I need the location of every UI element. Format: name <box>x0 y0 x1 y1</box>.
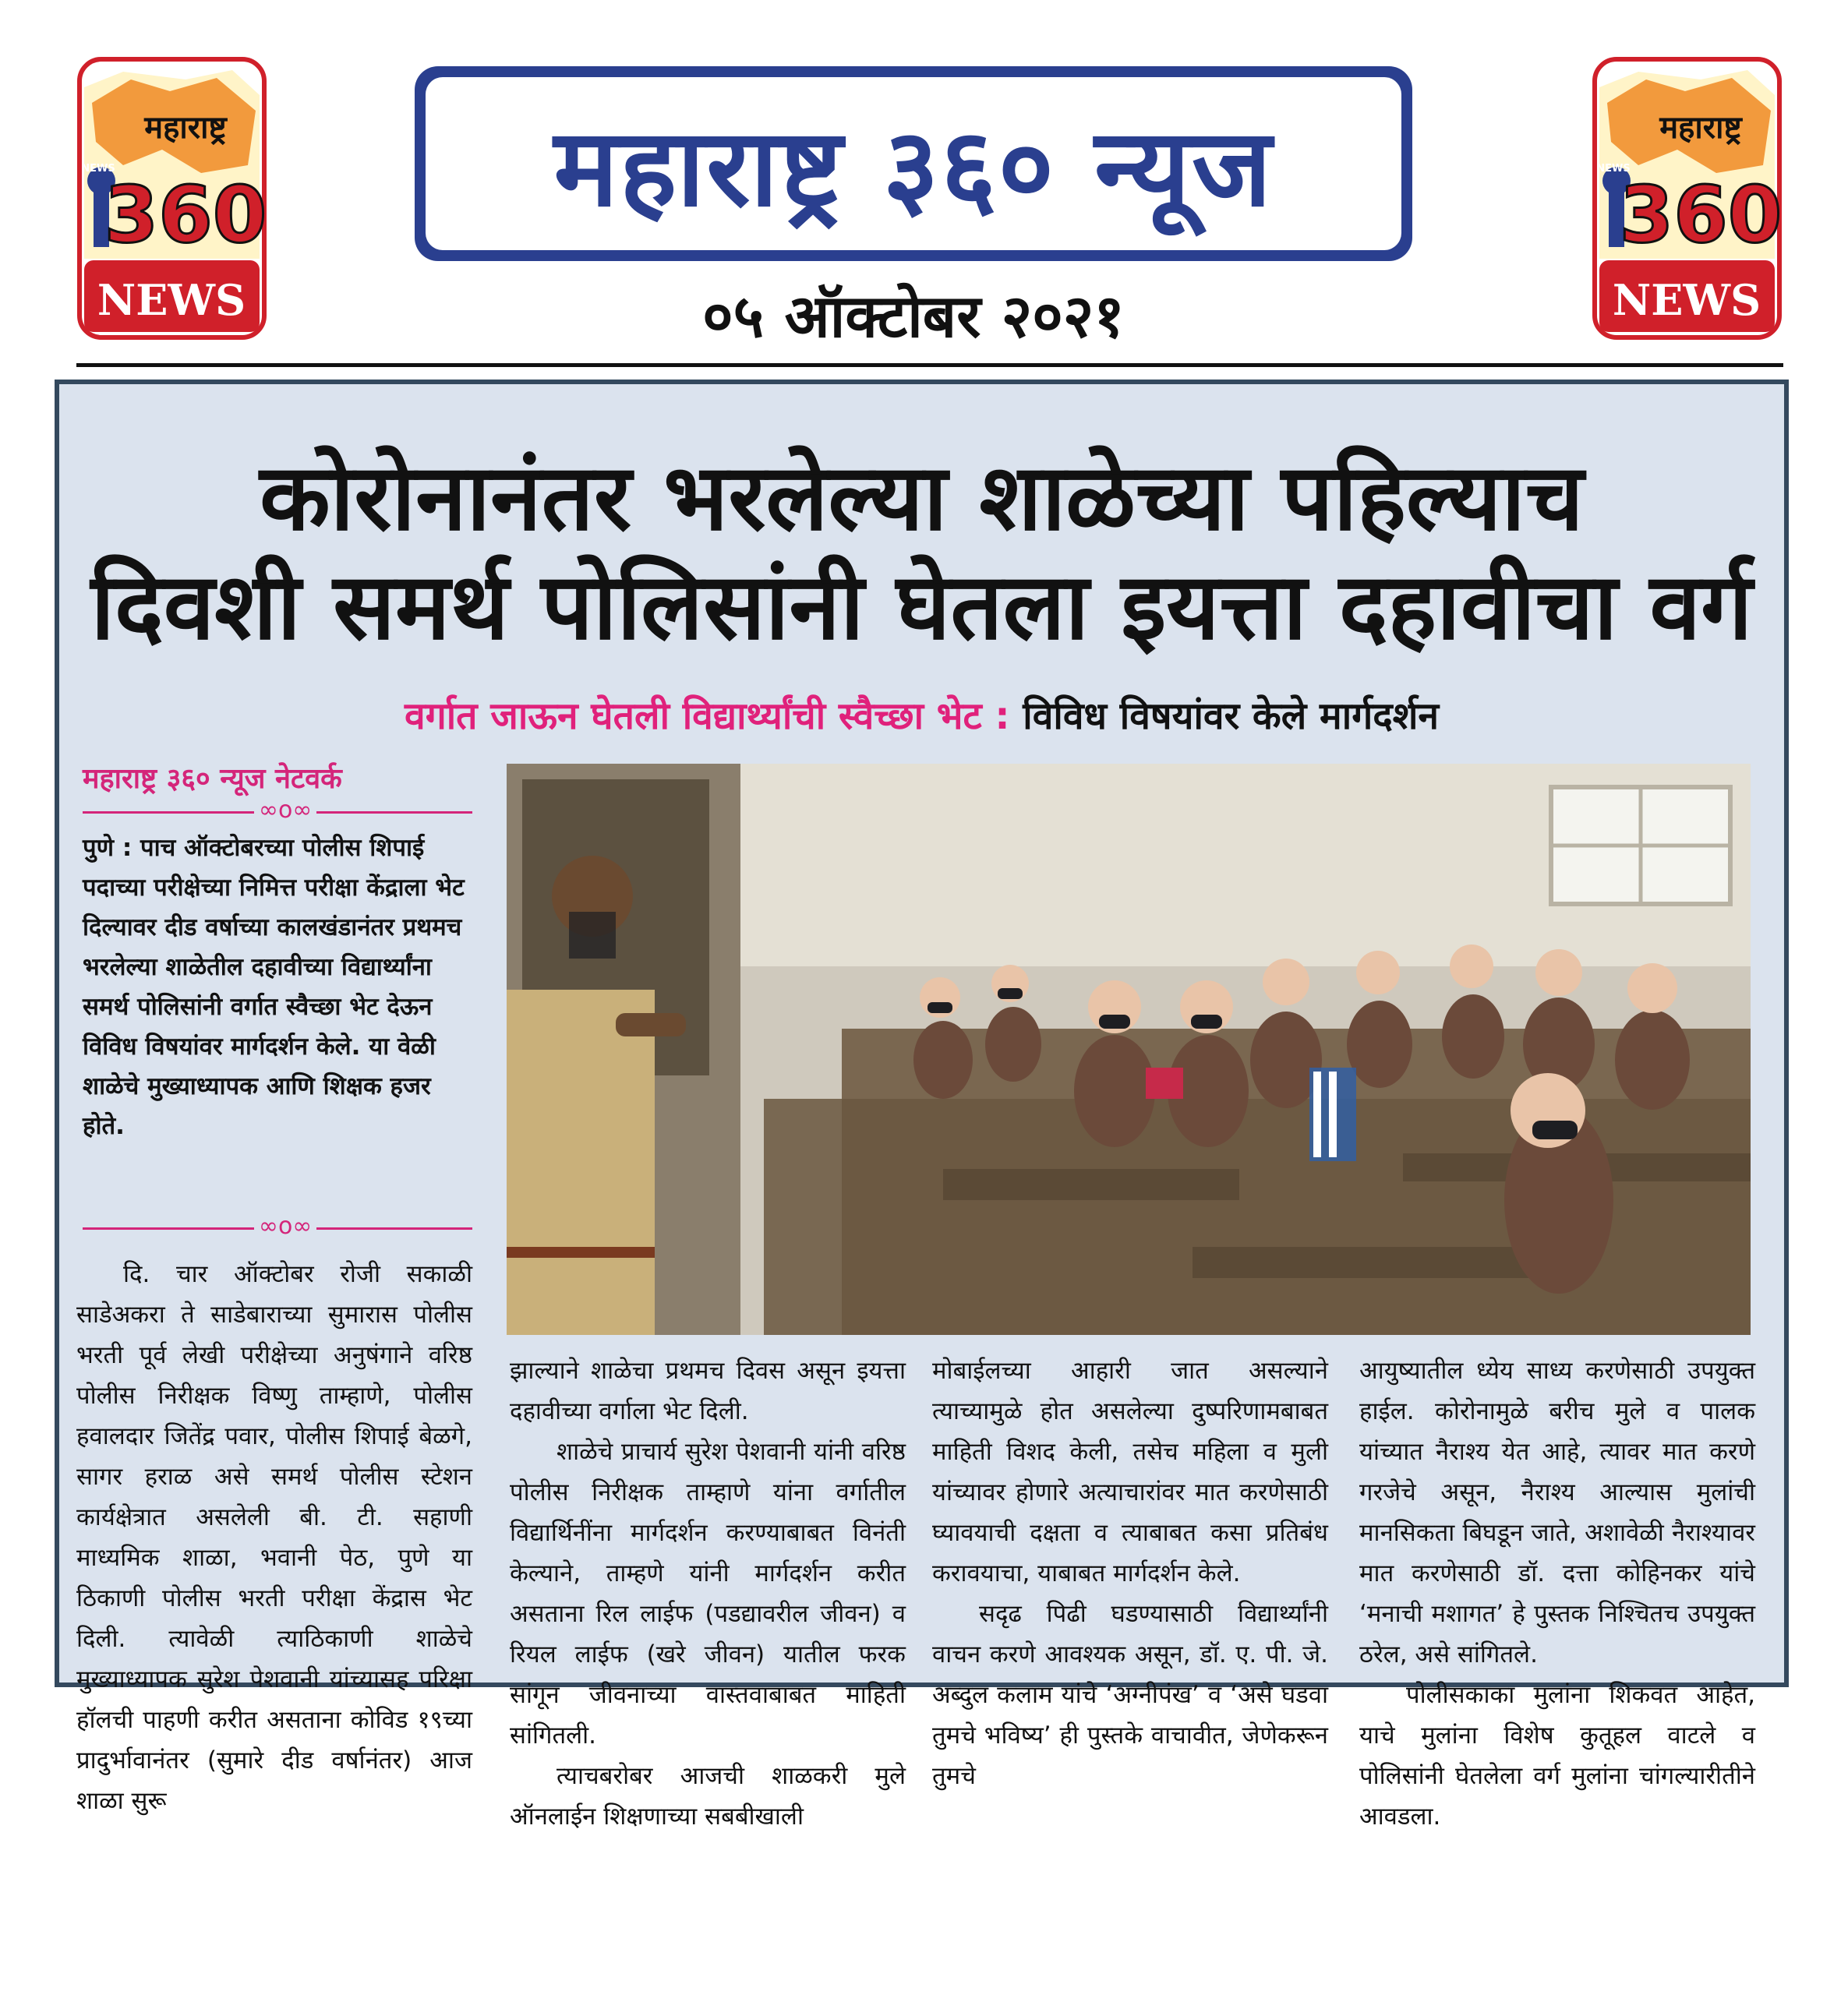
headline-line-1: कोरोनानंतर भरलेल्या शाळेच्या पहिल्याच <box>260 443 1584 551</box>
logo-news-label: NEWS <box>1612 275 1761 325</box>
paragraph: शाळेचे प्राचार्य सुरेश पेशवानी यांनी वरिष्ठ पोलीस निरीक्षक ताम्हाणे यांना वर्गातील विद्यार्थिनींना मार्गदर्शन करण्याबाबत विनंती केल्याने, ताम्हणे यांनी मार्गदर्शन करीत असताना रिल लाईफ (पडद्यावरील जीवन) व रियल लाईफ (खरे जीवन) यातील फरक सांगून जीवनाच्या वास्तवाबाबत माहिती सांगितली. <box>510 1438 906 1750</box>
logo-state-text: महाराष्ट्र <box>1659 110 1742 146</box>
logo-right <box>1592 56 1783 341</box>
paragraph: मोबाईलच्या आहारी जात असल्याने त्याच्यामुळे होत असलेल्या दुष्परिणामबाबत माहिती विशद केली, तसेच महिला व मुली यांच्यावर होणारे अत्याचारांवर मात करणेसाठी घ्यावयाची दक्षता व त्याबाबत कसा प्रतिबंध करावयाचा, याबाबत मार्गदर्शन केले. <box>932 1357 1328 1587</box>
body-column-4 <box>1359 1351 1755 1837</box>
body-column-1 <box>76 1254 472 1821</box>
paragraph: पोलीसकाका मुलांना शिकवत आहेत, याचे मुलांना विशेष कुतूहल वाटले व पोलिसांनी घेतलेला वर्ग मुलांना चांगल्यारीतीने आवडला. <box>1359 1681 1755 1831</box>
divider-ornament: ∞o∞ <box>254 1215 316 1238</box>
headline-line-2: दिवशी समर्थ पोलिसांनी घेतला इयत्ता दहावीचा वर्ग <box>90 553 1753 660</box>
paragraph: त्याचबरोबर आजची शाळकरी मुले ऑनलाईन शिक्षणाच्या सबबीखाली <box>510 1762 906 1831</box>
logo-small-text: NEWS <box>1596 163 1631 175</box>
masthead-inner <box>426 77 1401 250</box>
byline: महाराष्ट्र ३६० न्यूज नेटवर्क <box>83 763 342 795</box>
paragraph: आयुष्यातील ध्येय साध्य करणेसाठी उपयुक्त हाईल. कोरोनामुळे बरीच मुले व पालक यांच्यात नैराश्य येत आहे, त्यावर मात करणे गरजेचे असून, नैराश्य आल्यास मुलांची मानसिकता बिघडून जाते, अशावेळी नैराश्यावर मात करणेसाठी डॉ. दत्ता कोहिनकर यांचे ‘मनाची मशागत’ हे पुस्तक निश्चितच उपयुक्त ठरेल, असे सांगितले. <box>1359 1357 1755 1668</box>
logo-state-text: महाराष्ट्र <box>144 110 227 146</box>
paragraph: झाल्याने शाळेचा प्रथमच दिवस असून इयत्ता दहावीच्या वर्गाला भेट दिली. <box>510 1357 906 1425</box>
logo-small-text: NEWS <box>81 163 115 175</box>
classroom-photo <box>507 764 1751 1335</box>
body-column-2 <box>510 1351 906 1837</box>
logo-number-text: 360 <box>104 169 267 260</box>
issue-date: ०५ ऑक्टोबर २०२१ <box>702 281 1125 351</box>
logo-news-label: NEWS <box>97 275 246 325</box>
subheadline-pink: वर्गात जाऊन घेतली विद्यार्थ्यांची स्वैच्छा भेट : <box>405 694 1023 738</box>
summary-text: पुणे : पाच ऑक्टोबरच्या पोलीस शिपाई पदाच्या परीक्षेच्या निमित्त परीक्षा केंद्राला भेट दिल्यावर दीड वर्षाच्या कालखंडानंतर प्रथमच भरलेल्या शाळेतील दहावीच्या विद्यार्थ्यांना समर्थ पोलिसांनी वर्गात स्वैच्छा भेट देऊन विविध विषयांवर मार्गदर्शन केले. या वेळी शाळेचे मुख्याध्यापक आणि शिक्षक हजर होते. <box>83 834 465 1140</box>
paragraph: सदृढ पिढी घडण्यासाठी विद्यार्थ्यांनी वाचन करणे आवश्यक असून, डॉ. ए. पी. जे. अब्दुल कलाम यांचे ‘अग्नीपंख’ व ‘असे घडवा तुमचे भविष्य’ ही पुस्तके वाचावीत, जेणेकरून तुमचे <box>932 1600 1328 1790</box>
logo-left <box>76 56 267 341</box>
paragraph: दि. चार ऑक्टोबर रोजी सकाळी साडेअकरा ते साडेबाराच्या सुमारास पोलीस भरती पूर्व लेखी परीक्षेच्या अनुषंगाने वरिष्ठ पोलीस निरीक्षक विष्णु ताम्हाणे, पोलीस हवालदार जितेंद्र पवार, पोलीस शिपाई बेळगे, सागर हराळ असे समर्थ पोलीस स्टेशन कार्यक्षेत्रात असलेली बी. टी. सहाणी माध्यमिक शाळा, भवानी पेठ, पुणे या ठिकाणी पोलीस भरती परीक्षा केंद्रास भेट दिली. त्यावेळी त्याठिकाणी शाळेचे मुख्याध्यापक सुरेश पेशवानी यांच्यासह परिक्षा हॉलची पाहणी करीत असताना कोविड १९च्या प्रादुर्भावानंतर (सुमारे दीड वर्षानंतर) आज शाळा सुरू <box>76 1260 472 1815</box>
top-rule <box>76 363 1783 367</box>
body-column-3 <box>932 1351 1328 1796</box>
divider-ornament: ∞o∞ <box>254 799 316 822</box>
subheadline-dark: विविध विषयांवर केले मार्गदर्शन <box>1023 694 1439 738</box>
article-frame <box>55 380 1789 1831</box>
logo-number-text: 360 <box>1619 169 1783 260</box>
subheadline <box>59 690 1784 740</box>
masthead-box <box>415 66 1412 261</box>
masthead-title: महाराष्ट्र ३६० न्यूज <box>553 105 1274 231</box>
